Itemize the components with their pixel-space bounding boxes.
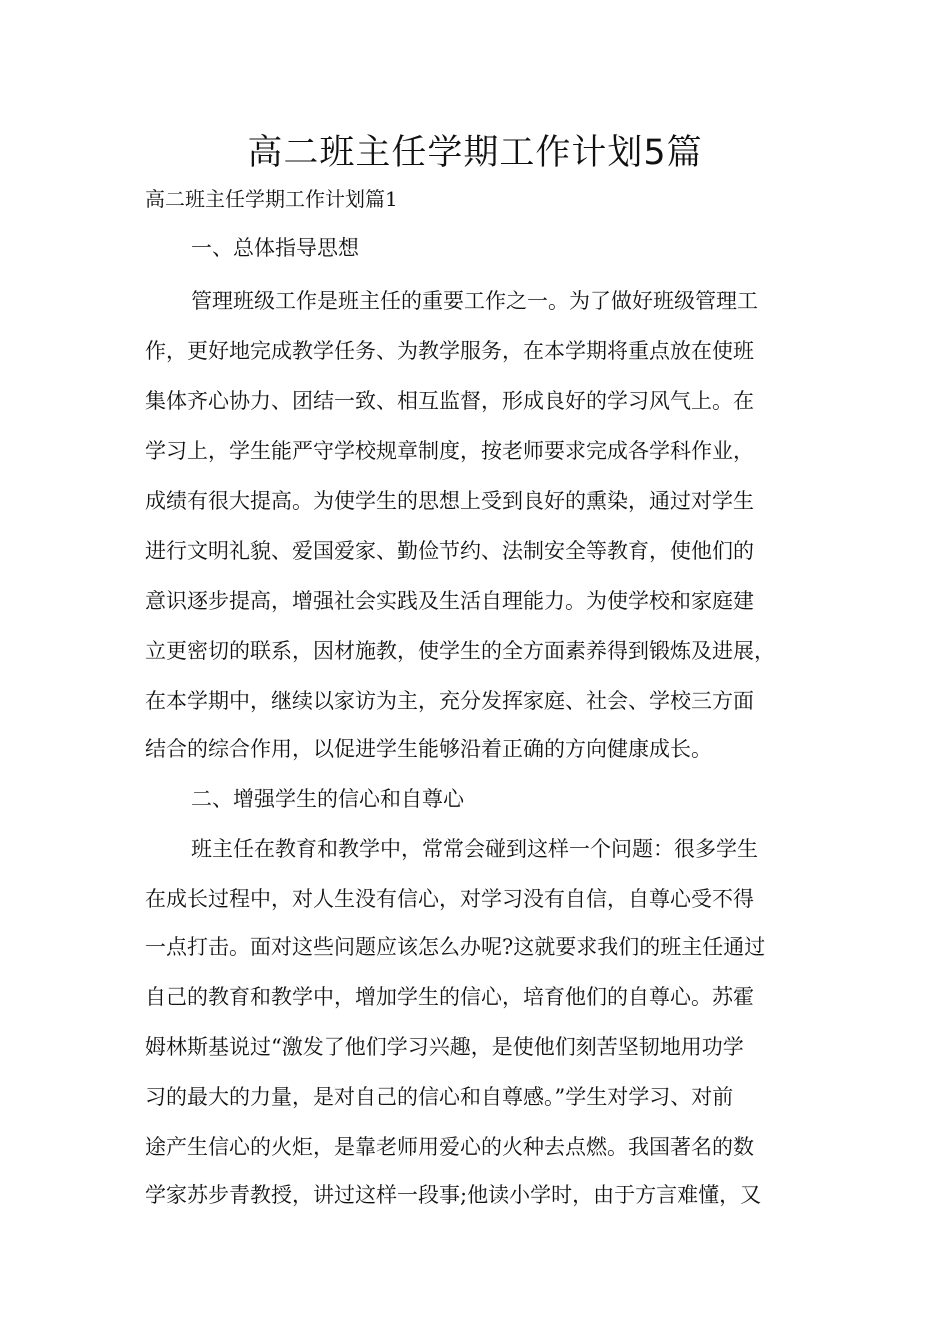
paragraph-line: 成绩有很大提高。为使学生的思想上受到良好的熏染，通过对学生: [145, 489, 754, 513]
section-heading-2: 二、增强学生的信心和自尊心: [191, 787, 464, 811]
paragraph-line: 一点打击。面对这些问题应该怎么办呢?这就要求我们的班主任通过: [145, 935, 766, 959]
paragraph-line: 管理班级工作是班主任的重要工作之一。为了做好班级管理工: [191, 289, 758, 313]
section-heading-1: 一、总体指导思想: [191, 236, 359, 260]
paragraph-line: 自己的教育和教学中，增加学生的信心，培育他们的自尊心。苏霍: [145, 985, 754, 1009]
paragraph-line: 集体齐心协力、团结一致、相互监督，形成良好的学习风气上。在: [145, 389, 754, 413]
paragraph-line: 立更密切的联系，因材施教，使学生的全方面素养得到锻炼及进展，: [145, 639, 775, 663]
paragraph-line: 在成长过程中，对人生没有信心，对学习没有自信，自尊心受不得: [145, 887, 754, 911]
paragraph-line: 在本学期中，继续以家访为主，充分发挥家庭、社会、学校三方面: [145, 689, 754, 713]
paragraph-line: 班主任在教育和教学中，常常会碰到这样一个问题：很多学生: [191, 837, 758, 861]
paragraph-line: 习的最大的力量，是对自己的信心和自尊感。”学生对学习、对前: [145, 1085, 734, 1109]
paragraph-line: 学家苏步青教授，讲过这样一段事;他读小学时，由于方言难懂，又: [145, 1183, 762, 1207]
paragraph-line: 作，更好地完成教学任务、为教学服务，在本学期将重点放在使班: [145, 339, 754, 363]
paragraph-line: 学习上，学生能严守学校规章制度，按老师要求完成各学科作业，: [145, 439, 754, 463]
paragraph-line: 姆林斯基说过“激发了他们学习兴趣，是使他们刻苦坚韧地用功学: [145, 1035, 744, 1059]
document-title: 高二班主任学期工作计划5篇: [247, 133, 703, 173]
paragraph-line: 结合的综合作用，以促进学生能够沿着正确的方向健康成长。: [145, 737, 712, 761]
paragraph-line: 进行文明礼貌、爱国爱家、勤俭节约、法制安全等教育，使他们的: [145, 539, 754, 563]
document-subtitle: 高二班主任学期工作计划篇1: [145, 187, 398, 211]
paragraph-line: 途产生信心的火炬，是靠老师用爱心的火种去点燃。我国著名的数: [145, 1135, 754, 1159]
paragraph-line: 意识逐步提高，增强社会实践及生活自理能力。为使学校和家庭建: [145, 589, 754, 613]
